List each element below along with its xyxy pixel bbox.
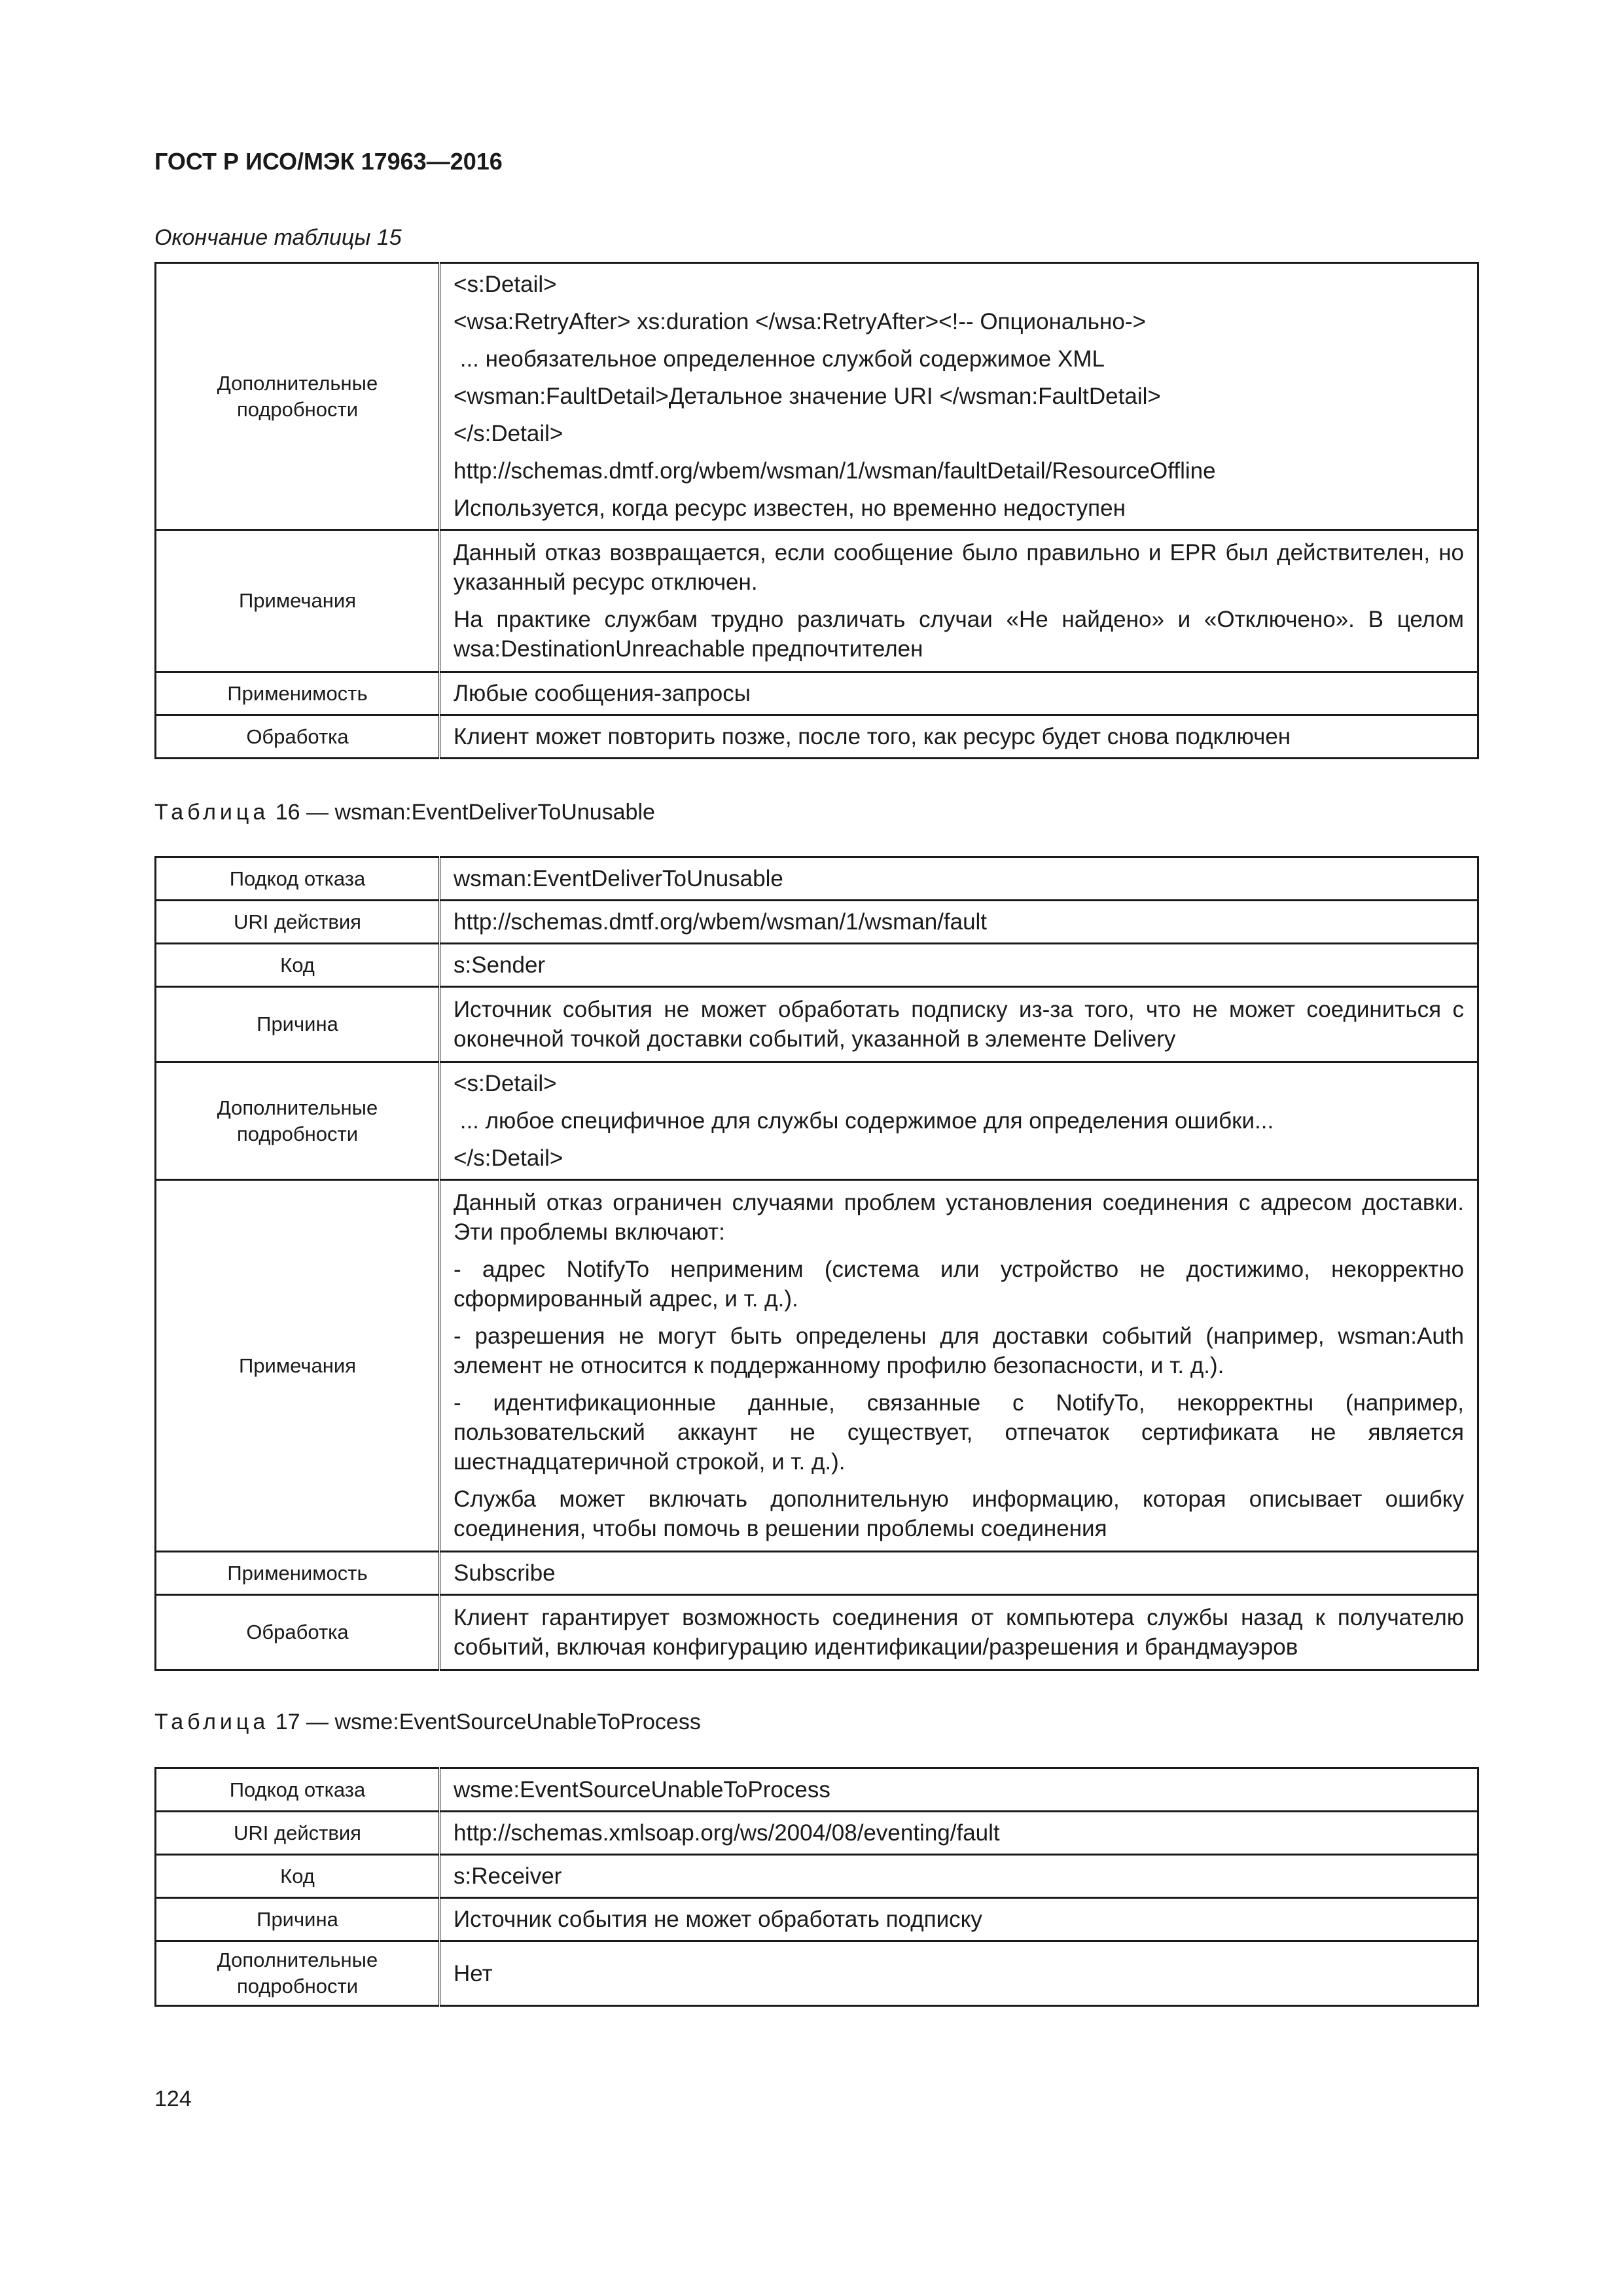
- code-line: <wsman:FaultDetail>Детальное значение URI </wsman:FaultDetail>: [454, 384, 1161, 409]
- table-row: [156, 1595, 1478, 1670]
- table-row: [156, 715, 1478, 759]
- row-label: Код: [156, 1855, 440, 1898]
- table16: [154, 856, 1479, 1671]
- processing-text: Клиент гарантирует возможность соединения от компьютера службы назад к получателю событий, включая конфигурацию идентификации/разрешения и брандмауэров: [454, 1605, 1464, 1660]
- code-line: http://schemas.dmtf.org/wbem/wsman/1/wsman/faultDetail/ResourceOffline: [454, 458, 1216, 484]
- table-row: [156, 857, 1478, 901]
- note-paragraph: - идентификационные данные, связанные с NotifyTo, некорректны (например, пользовательский аккаунт не существует, отпечаток сертификата не является шестнадцатеричной строкой, и т. д.).: [454, 1390, 1464, 1475]
- row-label: Причина: [156, 1898, 440, 1941]
- reason-text: Источник события не может обработать подписку из-за того, что не может соединиться с оконечной точкой доставки событий, указанной в элементе Delivery: [454, 997, 1464, 1052]
- row-label: URI действия: [156, 901, 440, 944]
- table-row: [156, 987, 1478, 1062]
- code-line: <s:Detail>: [454, 1071, 557, 1096]
- row-label: Применимость: [156, 1552, 440, 1595]
- row-content: [440, 987, 1478, 1062]
- table17-caption-prefix: Таблица: [154, 1710, 270, 1734]
- row-label: Дополнительные подробности: [156, 263, 440, 530]
- table16-caption: [154, 800, 655, 825]
- code-line: </s:Detail>: [454, 421, 563, 446]
- row-content: [440, 530, 1478, 672]
- row-label: URI действия: [156, 1812, 440, 1855]
- code-line: <s:Detail>: [454, 272, 557, 297]
- table16-caption-prefix: Таблица: [154, 800, 270, 825]
- code-line: </s:Detail>: [454, 1145, 563, 1171]
- row-content: wsme:EventSourceUnableToProcess: [440, 1768, 1478, 1812]
- row-content: [440, 263, 1478, 530]
- note-paragraph: На практике службам трудно различать случаи «Не найдено» и «Отключено». В целом wsa:DestinationUnreachable предпочтителен: [454, 607, 1464, 662]
- table-row: [156, 901, 1478, 944]
- code-line: Используется, когда ресурс известен, но временно недоступен: [454, 495, 1126, 521]
- row-label: Примечания: [156, 530, 440, 672]
- row-content: Subscribe: [440, 1552, 1478, 1595]
- table15: [154, 262, 1479, 759]
- table-row: [156, 944, 1478, 987]
- note-paragraph: Данный отказ ограничен случаями проблем установления соединения с адресом доставки. Эти проблемы включают:: [454, 1190, 1464, 1245]
- row-content: s:Sender: [440, 944, 1478, 987]
- code-line: <wsa:RetryAfter> xs:duration </wsa:RetryAfter><!-- Опционально->: [454, 309, 1146, 334]
- row-content: [440, 1180, 1478, 1552]
- row-content: s:Receiver: [440, 1855, 1478, 1898]
- table-row: [156, 530, 1478, 672]
- document-header: ГОСТ Р ИСО/МЭК 17963—2016: [154, 148, 503, 175]
- table17-caption-title: 17 — wsme:EventSourceUnableToProcess: [269, 1710, 701, 1734]
- row-label: Обработка: [156, 715, 440, 759]
- table-row: [156, 672, 1478, 715]
- table-row: [156, 1812, 1478, 1855]
- row-label: Примечания: [156, 1180, 440, 1552]
- row-label: Подкод отказа: [156, 857, 440, 901]
- note-paragraph: - адрес NotifyTo неприменим (система или устройство не достижимо, некорректно сформированный адрес, и т. д.).: [454, 1257, 1464, 1312]
- row-content: wsman:EventDeliverToUnusable: [440, 857, 1478, 901]
- row-content: Клиент может повторить позже, после того, как ресурс будет снова подключен: [440, 715, 1478, 759]
- row-content: [440, 1062, 1478, 1180]
- table-row: [156, 1552, 1478, 1595]
- table-row: [156, 1768, 1478, 1812]
- table17-caption: [154, 1710, 701, 1735]
- note-paragraph: - разрешения не могут быть определены для доставки событий (например, wsman:Auth элемент не относится к поддержанному профилю безопасности, и т. д.).: [454, 1323, 1464, 1378]
- note-paragraph: Служба может включать дополнительную информацию, которая описывает ошибку соединения, чтобы помочь в решении проблемы соединения: [454, 1486, 1464, 1541]
- note-paragraph: Данный отказ возвращается, если сообщение было правильно и EPR был действителен, но указанный ресурс отключен.: [454, 540, 1464, 595]
- table-row: [156, 1898, 1478, 1941]
- row-label: Применимость: [156, 672, 440, 715]
- row-label: Дополнительные подробности: [156, 1062, 440, 1180]
- row-label: Код: [156, 944, 440, 987]
- table-row: [156, 1180, 1478, 1552]
- table-row: [156, 1855, 1478, 1898]
- code-line: ... необязательное определенное службой содержимое XML: [454, 346, 1105, 372]
- row-content: [440, 1595, 1478, 1670]
- table17: [154, 1767, 1479, 2007]
- row-content: Источник события не может обработать подписку: [440, 1898, 1478, 1941]
- table15-caption: Окончание таблицы 15: [154, 225, 402, 250]
- row-content: http://schemas.xmlsoap.org/ws/2004/08/eventing/fault: [440, 1812, 1478, 1855]
- row-label: Причина: [156, 987, 440, 1062]
- row-content: http://schemas.dmtf.org/wbem/wsman/1/wsman/fault: [440, 901, 1478, 944]
- page-number: 124: [154, 2087, 192, 2111]
- table-row: [156, 263, 1478, 530]
- table-row: [156, 1941, 1478, 2006]
- row-label: Обработка: [156, 1595, 440, 1670]
- code-line: ... любое специфичное для службы содержимое для определения ошибки...: [454, 1108, 1274, 1134]
- table-row: [156, 1062, 1478, 1180]
- table16-caption-title: 16 — wsman:EventDeliverToUnusable: [269, 800, 655, 825]
- row-label: Подкод отказа: [156, 1768, 440, 1812]
- row-label: Дополнительные подробности: [156, 1941, 440, 2006]
- row-content: Нет: [440, 1941, 1478, 2006]
- row-content: Любые сообщения-запросы: [440, 672, 1478, 715]
